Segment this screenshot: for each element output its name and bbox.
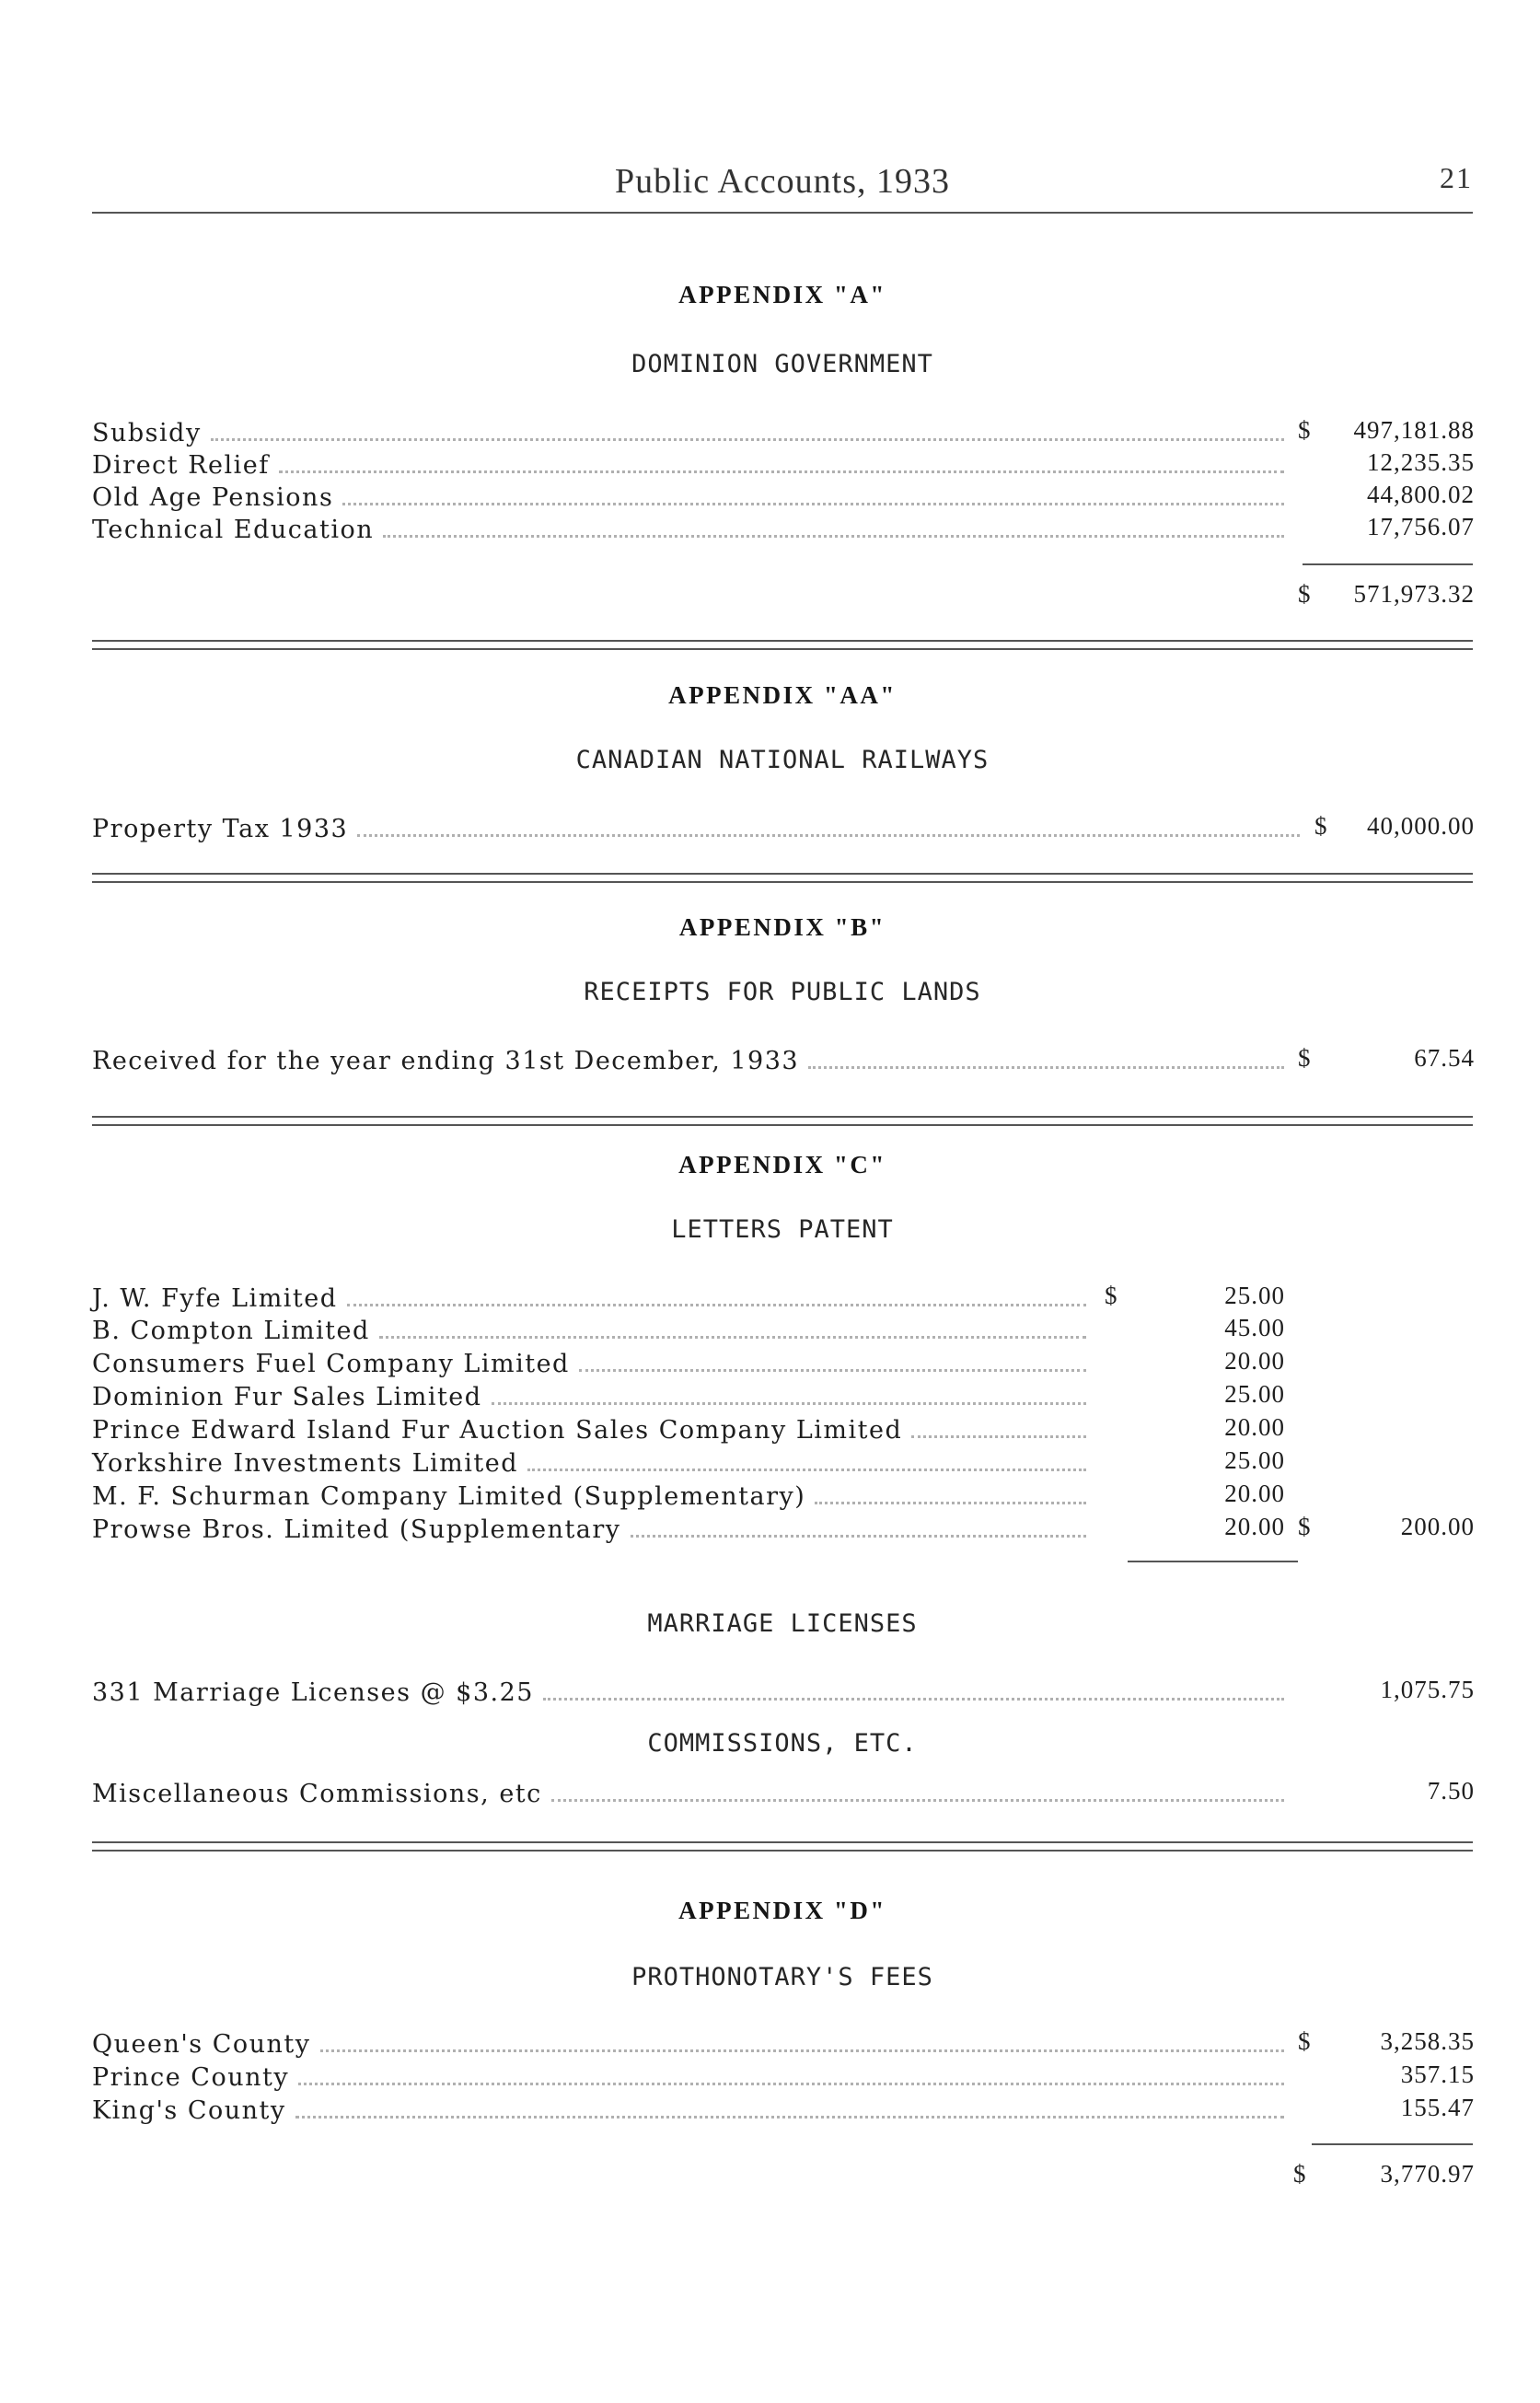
subsidy-amount: 497,181.88 bbox=[1353, 416, 1475, 444]
letters-patent-row bbox=[92, 1350, 1086, 1383]
letters-patent-heading: LETTERS PATENT bbox=[671, 1215, 894, 1244]
sum-rule bbox=[1303, 563, 1473, 565]
commissions-heading: COMMISSIONS, ETC. bbox=[647, 1729, 918, 1758]
row-label: Queen's County bbox=[92, 2030, 311, 2059]
letters-patent-amount: 20.00 bbox=[1224, 1513, 1285, 1540]
prince-county-amount: 357.15 bbox=[1400, 2061, 1475, 2088]
row-label: J. W. Fyfe Limited bbox=[92, 1284, 338, 1313]
direct-relief-row bbox=[92, 451, 1284, 484]
dot-leader bbox=[279, 470, 1284, 473]
dollar-sign: $ bbox=[1105, 1282, 1117, 1309]
letters-patent-total: 200.00 bbox=[1400, 1513, 1475, 1540]
dot-leader bbox=[543, 1698, 1284, 1701]
dot-leader bbox=[357, 834, 1300, 837]
section-divider bbox=[92, 640, 1473, 650]
letters-patent-row bbox=[92, 1284, 1086, 1318]
dot-leader bbox=[379, 1336, 1086, 1339]
page-title: Public Accounts, 1933 bbox=[614, 162, 951, 201]
running-head bbox=[92, 161, 1473, 216]
letters-patent-amount: 45.00 bbox=[1224, 1314, 1285, 1341]
receipts-for-public-lands-heading: RECEIPTS FOR PUBLIC LANDS bbox=[584, 978, 981, 1006]
public-lands-receipts-row bbox=[92, 1047, 1284, 1080]
marriage-licenses-amount: 1,075.75 bbox=[1380, 1676, 1475, 1703]
row-label: Yorkshire Investments Limited bbox=[92, 1449, 519, 1478]
dot-leader bbox=[527, 1468, 1086, 1471]
row-label: M. F. Schurman Company Limited (Supplementary) bbox=[92, 1482, 806, 1511]
dot-leader bbox=[579, 1369, 1086, 1372]
old-age-pensions-row bbox=[92, 483, 1284, 517]
dot-leader bbox=[911, 1435, 1086, 1438]
sum-rule bbox=[1128, 1561, 1298, 1562]
row-label: Old Age Pensions bbox=[92, 483, 334, 512]
dot-leader bbox=[383, 535, 1284, 538]
dot-leader bbox=[551, 1799, 1284, 1802]
appendix-d-total: 3,770.97 bbox=[1380, 2160, 1475, 2188]
row-label: Subsidy bbox=[92, 419, 202, 447]
row-label: Prowse Bros. Limited (Supplementary bbox=[92, 1515, 621, 1544]
appendix-a-total: 571,973.32 bbox=[1353, 580, 1475, 608]
appendix-d-heading: APPENDIX "D" bbox=[678, 1897, 886, 1924]
dollar-sign: $ bbox=[1298, 416, 1311, 444]
dot-leader bbox=[211, 438, 1284, 441]
letters-patent-row bbox=[92, 1383, 1086, 1416]
letters-patent-amount: 25.00 bbox=[1224, 1380, 1285, 1408]
row-label: Miscellaneous Commissions, etc bbox=[92, 1780, 542, 1808]
queens-county-row bbox=[92, 2030, 1284, 2063]
appendix-b-heading: APPENDIX "B" bbox=[678, 913, 886, 941]
dot-leader bbox=[815, 1502, 1086, 1504]
kings-county-amount: 155.47 bbox=[1400, 2094, 1475, 2121]
letters-patent-amount: 20.00 bbox=[1224, 1480, 1285, 1507]
row-label: Prince Edward Island Fur Auction Sales Company Limited bbox=[92, 1416, 903, 1445]
dollar-sign: $ bbox=[1298, 1044, 1311, 1072]
dot-leader bbox=[492, 1402, 1086, 1405]
commissions-amount: 7.50 bbox=[1427, 1777, 1475, 1805]
section-divider bbox=[92, 873, 1473, 883]
dollar-sign: $ bbox=[1293, 2160, 1306, 2188]
technical-education-row bbox=[92, 516, 1284, 549]
letters-patent-row bbox=[92, 1416, 1086, 1449]
prince-county-row bbox=[92, 2063, 1284, 2096]
letters-patent-row bbox=[92, 1482, 1086, 1515]
property-tax-amount: 40,000.00 bbox=[1367, 812, 1475, 840]
marriage-licenses-row bbox=[92, 1678, 1284, 1712]
direct-relief-amount: 12,235.35 bbox=[1367, 448, 1475, 476]
page-number: 21 bbox=[1440, 161, 1473, 194]
dot-leader bbox=[298, 2083, 1284, 2085]
letters-patent-row bbox=[92, 1449, 1086, 1482]
appendix-c-heading: APPENDIX "C" bbox=[678, 1151, 886, 1178]
row-label: Dominion Fur Sales Limited bbox=[92, 1383, 482, 1411]
commissions-row bbox=[92, 1780, 1284, 1813]
row-label: B. Compton Limited bbox=[92, 1317, 370, 1345]
letters-patent-amount: 25.00 bbox=[1224, 1282, 1285, 1309]
dollar-sign: $ bbox=[1298, 1513, 1311, 1540]
dollar-sign: $ bbox=[1298, 580, 1311, 608]
public-lands-amount: 67.54 bbox=[1414, 1044, 1475, 1072]
subsidy-row bbox=[92, 419, 1284, 452]
dot-leader bbox=[808, 1066, 1284, 1069]
old-age-pensions-amount: 44,800.02 bbox=[1367, 481, 1475, 508]
header-rule bbox=[92, 212, 1473, 214]
dollar-sign: $ bbox=[1314, 812, 1327, 840]
appendix-aa-heading: APPENDIX "AA" bbox=[668, 681, 897, 709]
technical-education-amount: 17,756.07 bbox=[1367, 513, 1475, 540]
canadian-national-railways-heading: CANADIAN NATIONAL RAILWAYS bbox=[575, 746, 990, 774]
letters-patent-row bbox=[92, 1317, 1086, 1350]
letters-patent-amount: 20.00 bbox=[1224, 1413, 1285, 1441]
dollar-sign: $ bbox=[1298, 2027, 1311, 2055]
row-label: Property Tax 1933 bbox=[92, 815, 349, 843]
letters-patent-row bbox=[92, 1515, 1086, 1549]
queens-county-amount: 3,258.35 bbox=[1380, 2027, 1475, 2055]
dot-leader bbox=[347, 1304, 1086, 1306]
letters-patent-amount: 25.00 bbox=[1224, 1446, 1285, 1474]
row-label: Received for the year ending 31st December, 1933 bbox=[92, 1047, 800, 1075]
marriage-licenses-heading: MARRIAGE LICENSES bbox=[647, 1609, 918, 1638]
letters-patent-amount: 20.00 bbox=[1224, 1347, 1285, 1375]
dominion-government-heading: DOMINION GOVERNMENT bbox=[631, 350, 933, 378]
kings-county-row bbox=[92, 2096, 1284, 2130]
dot-leader bbox=[320, 2049, 1284, 2052]
row-label: Prince County bbox=[92, 2063, 290, 2092]
dot-leader bbox=[295, 2116, 1284, 2119]
section-divider bbox=[92, 1841, 1473, 1852]
dot-leader bbox=[342, 503, 1284, 505]
appendix-a-heading: APPENDIX "A" bbox=[678, 281, 886, 308]
prothonotarys-fees-heading: PROTHONOTARY'S FEES bbox=[631, 1963, 933, 1991]
row-label: Technical Education bbox=[92, 516, 375, 544]
row-label: 331 Marriage Licenses @ $3.25 bbox=[92, 1678, 534, 1707]
sum-rule bbox=[1312, 2143, 1473, 2145]
row-label: Direct Relief bbox=[92, 451, 270, 480]
section-divider bbox=[92, 1116, 1473, 1126]
dot-leader bbox=[631, 1535, 1086, 1538]
property-tax-row bbox=[92, 815, 1300, 848]
row-label: King's County bbox=[92, 2096, 286, 2125]
row-label: Consumers Fuel Company Limited bbox=[92, 1350, 570, 1378]
